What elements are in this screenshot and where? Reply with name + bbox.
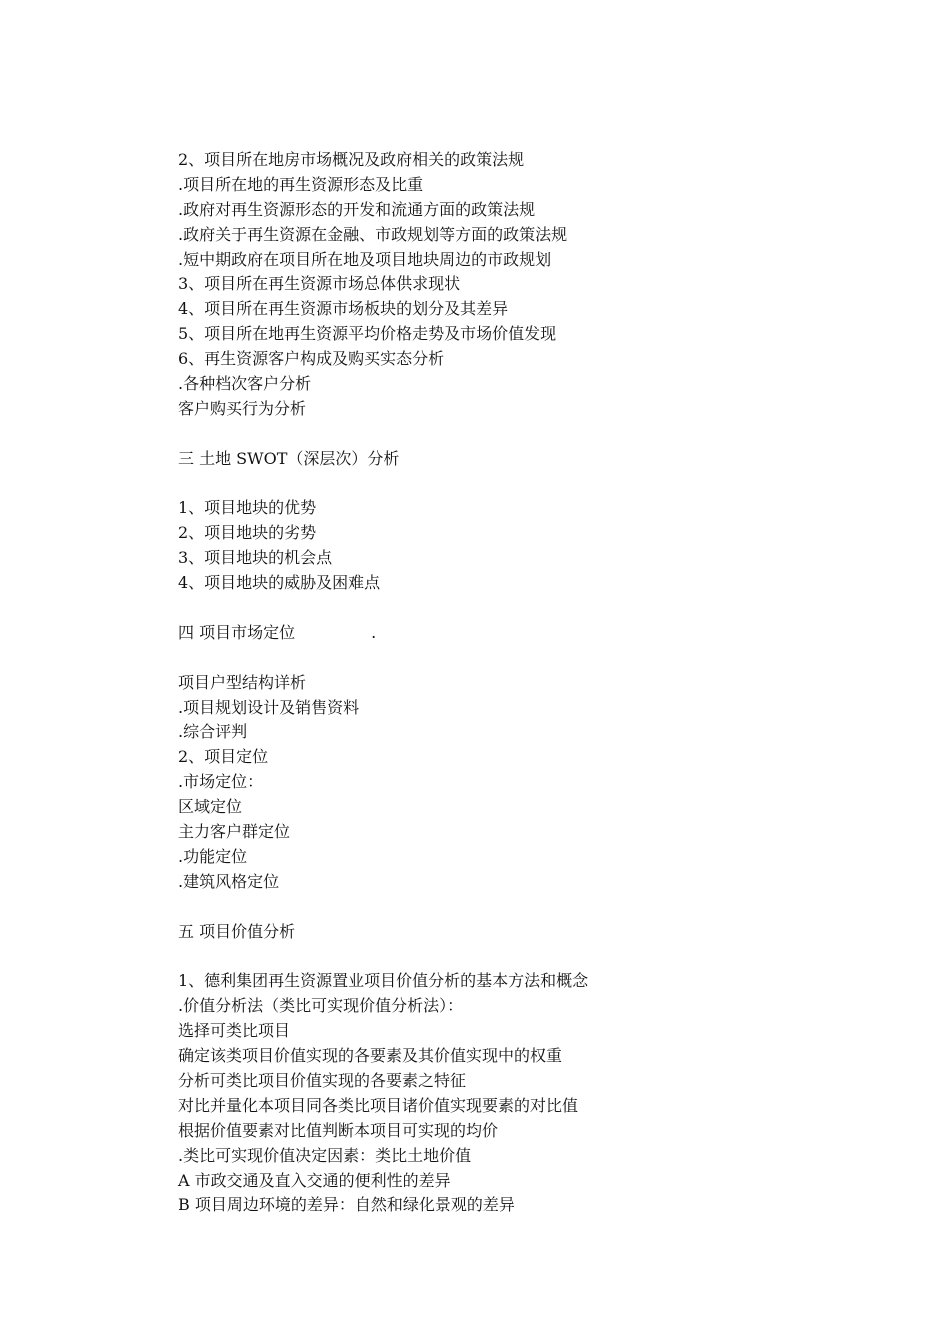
list-item: 3、项目所在再生资源市场总体供求现状: [178, 274, 461, 294]
list-item: 主力客户群定位: [178, 822, 291, 842]
list-item: 1、德利集团再生资源置业项目价值分析的基本方法和概念: [178, 971, 589, 991]
spacer: [178, 596, 878, 621]
spacer: [178, 945, 878, 970]
list-item: 区域定位: [178, 797, 243, 817]
list-item: 客户购买行为分析: [178, 398, 307, 418]
market-overview-list: [178, 148, 878, 422]
spacer: [178, 422, 878, 447]
list-item: .政府关于再生资源在金融、市政规划等方面的政策法规: [178, 224, 568, 244]
section-heading-swot: 三 土地 SWOT（深层次）分析: [178, 448, 400, 468]
list-item: 确定该类项目价值实现的各要素及其价值实现中的权重: [178, 1046, 563, 1066]
positioning-list: [178, 671, 878, 895]
list-item: 1、项目地块的优势: [178, 498, 317, 518]
list-item: 6、再生资源客户构成及购买实态分析: [178, 349, 445, 369]
list-item: 3、项目地块的机会点: [178, 548, 333, 568]
trailing-dot: .: [371, 622, 377, 642]
list-item: .政府对再生资源形态的开发和流通方面的政策法规: [178, 199, 536, 219]
list-item: 分析可类比项目价值实现的各要素之特征: [178, 1070, 467, 1090]
spacer: [178, 472, 878, 497]
document-page: [178, 148, 878, 1218]
list-item: .功能定位: [178, 846, 248, 866]
list-item: 2、项目所在地房市场概况及政府相关的政策法规: [178, 150, 525, 169]
list-item: 对比并量化本项目同各类比项目诸价值实现要素的对比值: [178, 1095, 579, 1115]
list-item: .市场定位：: [178, 772, 264, 792]
list-item: .综合评判: [178, 722, 248, 742]
section-heading-positioning: [178, 621, 878, 646]
spacer: [178, 895, 878, 920]
section-heading-value-analysis: 五 项目价值分析: [178, 921, 296, 941]
swot-list: [178, 496, 878, 596]
list-item: 4、项目地块的威胁及困难点: [178, 573, 381, 593]
list-item: .建筑风格定位: [178, 871, 280, 891]
list-item: 选择可类比项目: [178, 1021, 291, 1041]
list-item: .类比可实现价值决定因素：类比土地价值: [178, 1145, 472, 1165]
list-item: 2、项目地块的劣势: [178, 523, 317, 543]
list-item: 4、项目所在再生资源市场板块的划分及其差异: [178, 299, 509, 319]
list-item: A 市政交通及直入交通的便利性的差异: [178, 1170, 451, 1190]
list-item: .价值分析法（类比可实现价值分析法）：: [178, 996, 464, 1016]
spacer: [178, 646, 878, 671]
list-item: .项目所在地的再生资源形态及比重: [178, 174, 424, 194]
section-title: 四 项目市场定位: [178, 622, 296, 642]
list-item: .项目规划设计及销售资料: [178, 697, 360, 717]
list-item: .各种档次客户分析: [178, 374, 312, 394]
list-item: B 项目周边环境的差异：自然和绿化景观的差异: [178, 1195, 515, 1215]
list-item: 5、项目所在地再生资源平均价格走势及市场价值发现: [178, 324, 557, 344]
list-item: 项目户型结构详析: [178, 672, 307, 692]
list-item: .短中期政府在项目所在地及项目地块周边的市政规划: [178, 249, 552, 269]
value-analysis-list: [178, 969, 878, 1218]
list-item: 根据价值要素对比值判断本项目可实现的均价: [178, 1120, 499, 1140]
list-item: 2、项目定位: [178, 747, 269, 767]
